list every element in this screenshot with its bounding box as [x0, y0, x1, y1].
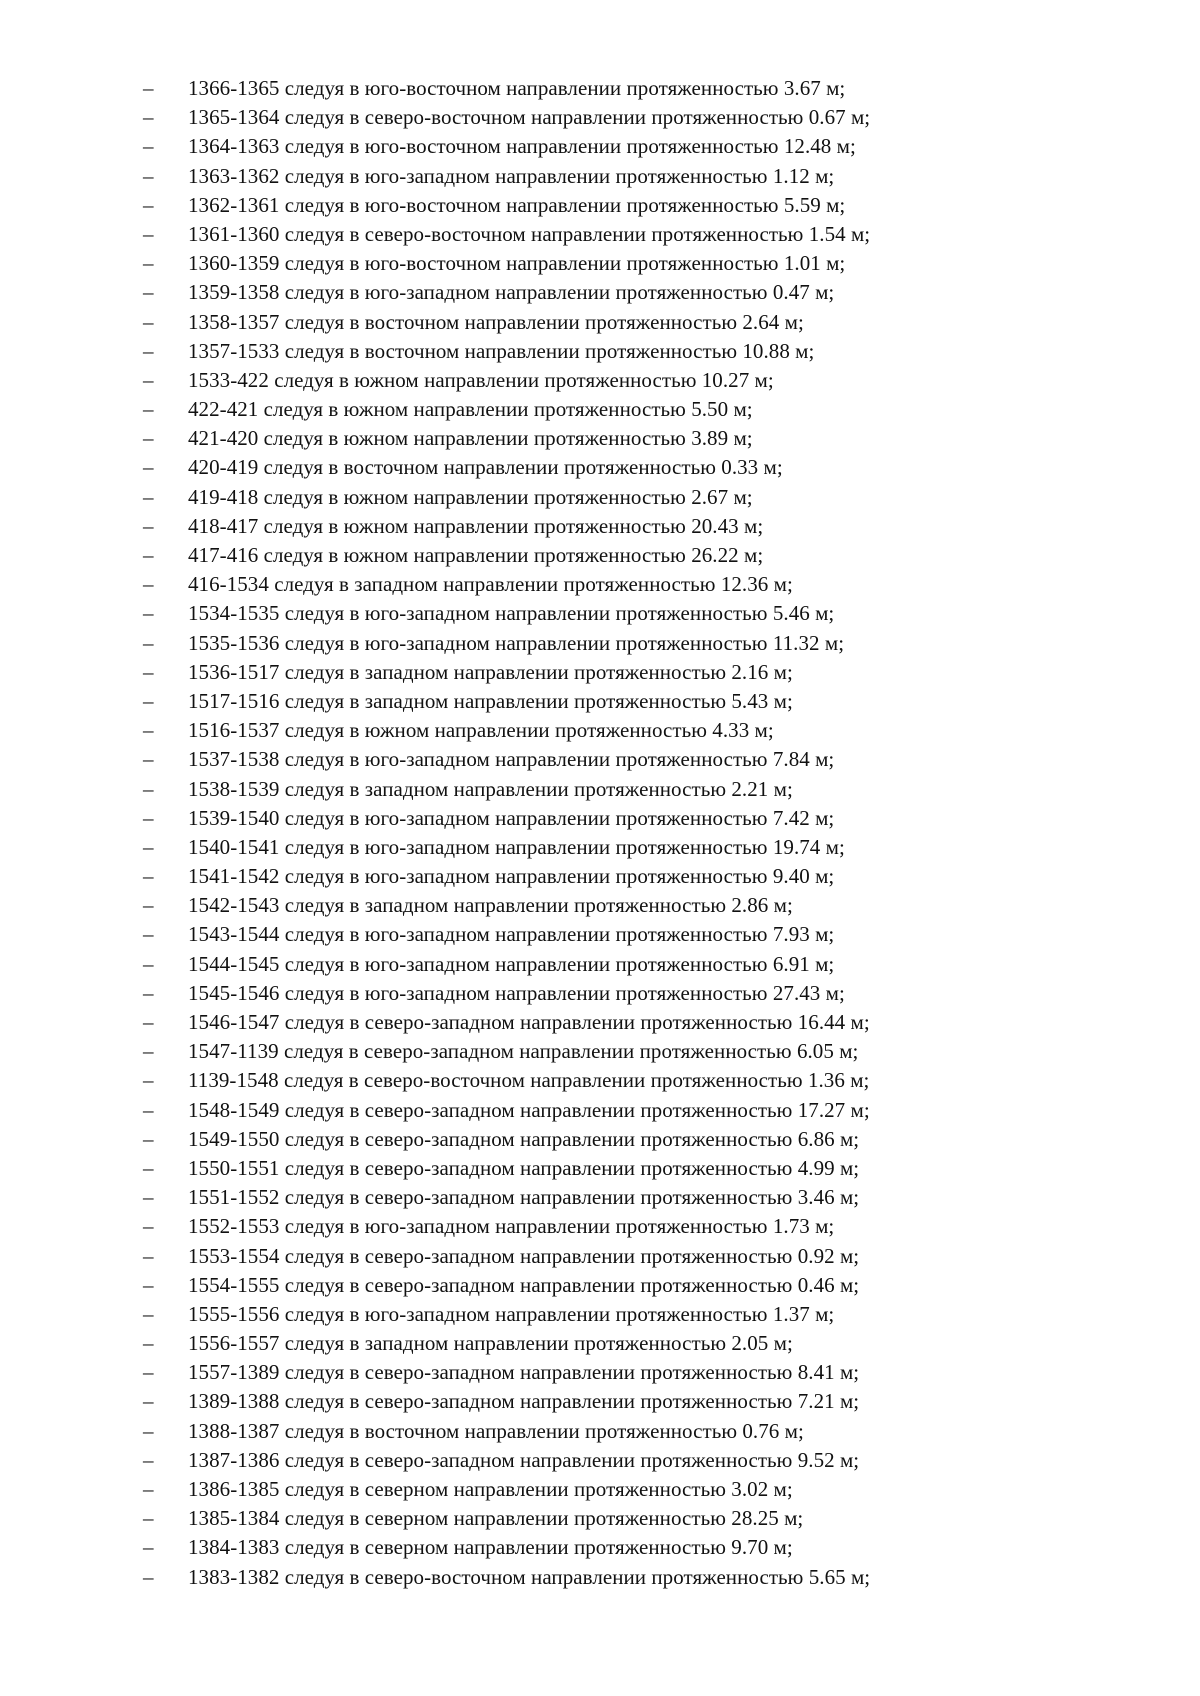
list-bullet-dash: – — [143, 1564, 154, 1589]
list-item-text: 420-419 следуя в восточном направлении протяженностью 0.33 м; — [188, 455, 783, 480]
list-item-text: 421-420 следуя в южном направлении протяженностью 3.89 м; — [188, 426, 753, 451]
list-item-text: 1385-1384 следуя в северном направлении протяженностью 28.25 м; — [188, 1506, 804, 1531]
list-bullet-dash: – — [143, 1447, 154, 1472]
list-bullet-dash: – — [143, 980, 154, 1005]
list-bullet-dash: – — [143, 1389, 154, 1414]
list-bullet-dash: – — [143, 688, 154, 713]
list-item-text: 1541-1542 следуя в юго-западном направлении протяженностью 9.40 м; — [188, 864, 835, 889]
list-item-text: 1553-1554 следуя в северо-западном направлении протяженностью 0.92 м; — [188, 1243, 860, 1268]
list-item-text: 1366-1365 следуя в юго-восточном направлении протяженностью 3.67 м; — [188, 76, 846, 100]
list-bullet-dash: – — [143, 951, 154, 976]
list-bullet-dash: – — [143, 747, 154, 772]
list-bullet-dash: – — [143, 1272, 154, 1297]
list-bullet-dash: – — [143, 192, 154, 217]
list-bullet-dash: – — [143, 1477, 154, 1501]
list-bullet-dash: – — [143, 805, 154, 830]
list-bullet-dash: – — [143, 659, 154, 684]
list-item-text: 1357-1533 следуя в восточном направлении протяженностью 10.88 м; — [188, 338, 815, 363]
list-item-text: 1556-1557 следуя в западном направлении протяженностью 2.05 м; — [188, 1331, 793, 1356]
list-bullet-dash: – — [143, 105, 154, 130]
list-item-text: 1383-1382 следуя в северо-восточном направлении протяженностью 5.65 м; — [188, 1564, 871, 1589]
list-bullet-dash: – — [143, 1039, 154, 1064]
list-bullet-dash: – — [143, 834, 154, 859]
list-item-text: 416-1534 следуя в западном направлении протяженностью 12.36 м; — [188, 572, 793, 597]
list-item-text: 1538-1539 следуя в западном направлении протяженностью 2.21 м; — [188, 776, 793, 801]
list-bullet-dash: – — [143, 1506, 154, 1531]
list-item-text: 1544-1545 следуя в юго-западном направлении протяженностью 6.91 м; — [188, 951, 835, 976]
list-bullet-dash: – — [143, 864, 154, 889]
list-item-text: 1536-1517 следуя в западном направлении протяженностью 2.16 м; — [188, 659, 793, 684]
list-item-text: 1550-1551 следуя в северо-западном направлении протяженностью 4.99 м; — [188, 1155, 860, 1180]
list-bullet-dash: – — [143, 309, 154, 334]
list-bullet-dash: – — [143, 1155, 154, 1180]
list-bullet-dash: – — [143, 1068, 154, 1093]
list-bullet-dash: – — [143, 221, 154, 246]
list-bullet-dash: – — [143, 251, 154, 276]
list-item-text: 1387-1386 следуя в северо-западном направлении протяженностью 9.52 м; — [188, 1447, 860, 1472]
list-bullet-dash: – — [143, 1331, 154, 1356]
list-item-text: 418-417 следуя в южном направлении протяженностью 20.43 м; — [188, 513, 764, 538]
list-item-text: 1361-1360 следуя в северо-восточном направлении протяженностью 1.54 м; — [188, 221, 871, 246]
list-item-text: 1516-1537 следуя в южном направлении протяженностью 4.33 м; — [188, 718, 774, 743]
list-item-text: 1364-1363 следуя в юго-восточном направлении протяженностью 12.48 м; — [188, 134, 856, 159]
list-bullet-dash: – — [143, 76, 154, 100]
list-bullet-dash: – — [143, 1097, 154, 1122]
list-bullet-dash: – — [143, 543, 154, 567]
list-bullet-dash: – — [143, 426, 154, 451]
list-bullet-dash: – — [143, 484, 154, 509]
list-bullet-dash: – — [143, 280, 154, 305]
list-bullet-dash: – — [143, 1418, 154, 1443]
list-bullet-dash: – — [143, 1301, 154, 1326]
list-item-text: 1557-1389 следуя в северо-западном направлении протяженностью 8.41 м; — [188, 1360, 860, 1385]
list-item-text: 1384-1383 следуя в северном направлении протяженностью 9.70 м; — [188, 1535, 793, 1560]
list-item-text: 1547-1139 следуя в северо-западном направлении протяженностью 6.05 м; — [188, 1039, 859, 1064]
list-item-text: 1386-1385 следуя в северном направлении протяженностью 3.02 м; — [188, 1477, 793, 1501]
list-item-text: 1539-1540 следуя в юго-западном направлении протяженностью 7.42 м; — [188, 805, 835, 830]
list-bullet-dash: – — [143, 1185, 154, 1210]
list-item-text: 1537-1538 следуя в юго-западном направлении протяженностью 7.84 м; — [188, 747, 835, 772]
list-item-text: 1546-1547 следуя в северо-западном направлении протяженностью 16.44 м; — [188, 1010, 870, 1034]
list-bullet-dash: – — [143, 1360, 154, 1385]
list-item-text: 1545-1546 следуя в юго-западном направлении протяженностью 27.43 м; — [188, 980, 845, 1005]
list-bullet-dash: – — [143, 455, 154, 480]
list-item-text: 1365-1364 следуя в северо-восточном направлении протяженностью 0.67 м; — [188, 105, 871, 130]
list-bullet-dash: – — [143, 513, 154, 538]
list-bullet-dash: – — [143, 893, 154, 918]
list-item-text: 1360-1359 следуя в юго-восточном направлении протяженностью 1.01 м; — [188, 251, 846, 276]
list-item-text: 1552-1553 следуя в юго-западном направлении протяженностью 1.73 м; — [188, 1214, 835, 1239]
list-bullet-dash: – — [143, 1010, 154, 1034]
list-item-text: 1363-1362 следуя в юго-западном направлении протяженностью 1.12 м; — [188, 163, 835, 188]
list-item-text: 419-418 следуя в южном направлении протяженностью 2.67 м; — [188, 484, 753, 509]
list-bullet-dash: – — [143, 776, 154, 801]
list-item-text: 1388-1387 следуя в восточном направлении протяженностью 0.76 м; — [188, 1418, 804, 1443]
list-bullet-dash: – — [143, 1214, 154, 1239]
list-bullet-dash: – — [143, 1126, 154, 1151]
list-item-text: 1534-1535 следуя в юго-западном направлении протяженностью 5.46 м; — [188, 601, 835, 626]
list-item-text: 417-416 следуя в южном направлении протяженностью 26.22 м; — [188, 543, 764, 567]
list-item-text: 1543-1544 следуя в юго-западном направлении протяженностью 7.93 м; — [188, 922, 835, 947]
list-item-text: 1139-1548 следуя в северо-восточном направлении протяженностью 1.36 м; — [188, 1068, 870, 1093]
list-bullet-dash: – — [143, 922, 154, 947]
list-bullet-dash: – — [143, 163, 154, 188]
list-bullet-dash: – — [143, 367, 154, 392]
list-item-text: 1517-1516 следуя в западном направлении протяженностью 5.43 м; — [188, 688, 793, 713]
list-item-text: 1542-1543 следуя в западном направлении протяженностью 2.86 м; — [188, 893, 793, 918]
list-bullet-dash: – — [143, 397, 154, 422]
list-item-text: 1554-1555 следуя в северо-западном направлении протяженностью 0.46 м; — [188, 1272, 860, 1297]
list-item-text: 1540-1541 следуя в юго-западном направлении протяженностью 19.74 м; — [188, 834, 845, 859]
list-bullet-dash: – — [143, 1535, 154, 1560]
list-item-text: 1359-1358 следуя в юго-западном направлении протяженностью 0.47 м; — [188, 280, 835, 305]
list-item-text: 1358-1357 следуя в восточном направлении протяженностью 2.64 м; — [188, 309, 804, 334]
list-item-text: 1548-1549 следуя в северо-западном направлении протяженностью 17.27 м; — [188, 1097, 870, 1122]
list-item-text: 1535-1536 следуя в юго-западном направлении протяженностью 11.32 м; — [188, 630, 845, 655]
list-item-text: 1389-1388 следуя в северо-западном направлении протяженностью 7.21 м; — [188, 1389, 860, 1414]
list-item-text: 1362-1361 следуя в юго-восточном направлении протяженностью 5.59 м; — [188, 192, 846, 217]
list-bullet-dash: – — [143, 630, 154, 655]
list-bullet-dash: – — [143, 1243, 154, 1268]
list-item-text: 1549-1550 следуя в северо-западном направлении протяженностью 6.86 м; — [188, 1126, 860, 1151]
list-bullet-dash: – — [143, 338, 154, 363]
list-bullet-dash: – — [143, 718, 154, 743]
list-item-text: 1533-422 следуя в южном направлении протяженностью 10.27 м; — [188, 367, 774, 392]
list-item-text: 1551-1552 следуя в северо-западном направлении протяженностью 3.46 м; — [188, 1185, 860, 1210]
list-bullet-dash: – — [143, 572, 154, 597]
list-item-text: 1555-1556 следуя в юго-западном направлении протяженностью 1.37 м; — [188, 1301, 835, 1326]
list-bullet-dash: – — [143, 601, 154, 626]
list-item-text: 422-421 следуя в южном направлении протяженностью 5.50 м; — [188, 397, 753, 422]
list-bullet-dash: – — [143, 134, 154, 159]
